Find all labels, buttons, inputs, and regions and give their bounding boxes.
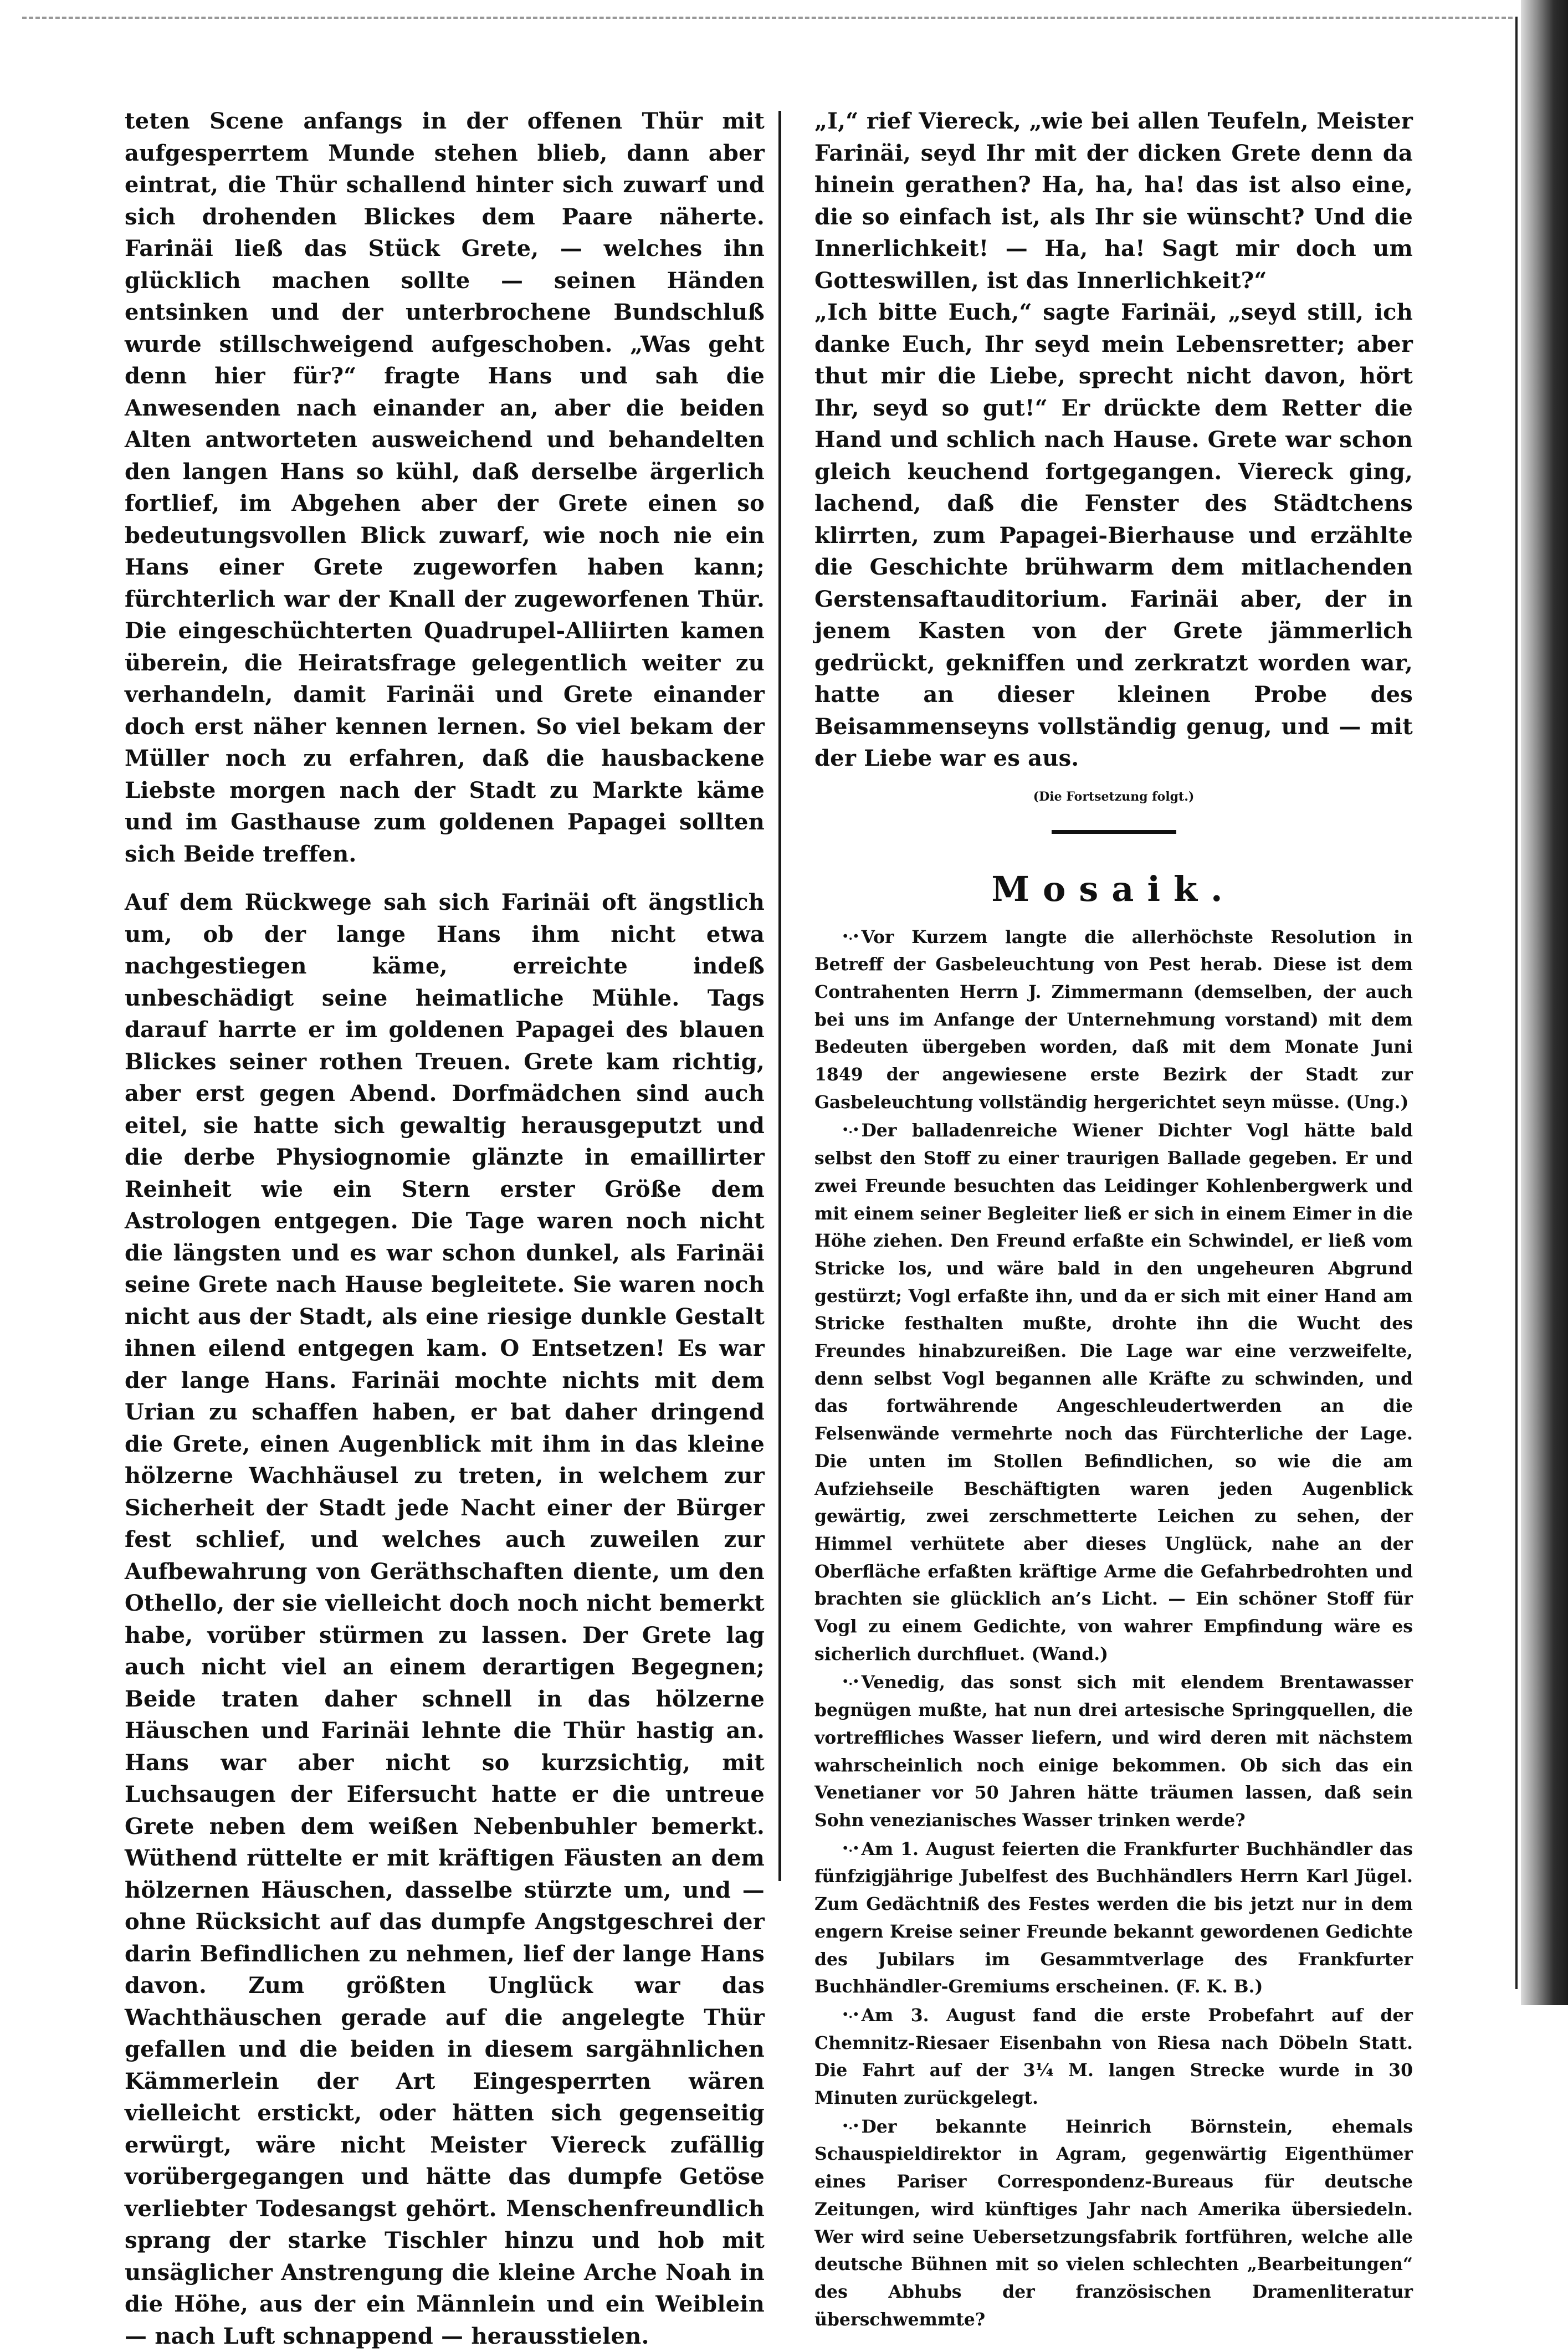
right-paragraph-1: „I,“ rief Viereck, „wie bei allen Teufeln, Meister Farinäi, seyd Ihr mit der dicken Grete denn da hinein gerathen? Ha, ha, ha! das ist also eine, die so einfach ist, als Ihr sie wünscht? Und die Innerlichkeit! — Ha, ha! Sagt mir doch um Gotteswillen, ist das Innerlichkeit?“ xyxy=(814,108,1413,294)
news-item xyxy=(814,1116,1413,1668)
news-text: Venedig, das sonst sich mit elendem Brentawasser begnügen mußte, hat nun drei artesische Springquellen, die vortreffliches Wasser liefern, und wird deren mit nächstem wahrscheinlich noch einige bekommen. Ob sich das ein Venetianer vor 50 Jahren hätte träumen lassen, daß sein Sohn venezianisches Wasser trinken werde? xyxy=(814,1672,1413,1831)
news-text: Am 1. August feierten die Frankfurter Buchhändler das fünfzigjährige Jubelfest des Buchhändlers Herrn Karl Jügel. Zum Gedächtniß des Festes werden die bis jetzt nur in dem engern Kreise seiner Freunde bekannt gewordenen Gedichte des Jubilars im Gesammtverlage des Frankfurter Buchhändler-Gremiums erscheinen. (F. K. B.) xyxy=(814,1838,1413,1997)
news-text: Vor Kurzem langte die allerhöchste Resolution in Betreff der Gasbeleuchtung von Pest herab. Diese ist dem Contrahenten Herrn J. Zimmermann (demselben, der auch bei uns im Anfange der Unternehmung vorstand) mit dem Bedeuten übergeben worden, daß mit dem Monate Juni 1849 der angewiesene erste Bezirk der Stadt zur Gasbeleuchtung vollständig hergerichtet seyn müsse. (Ung.) xyxy=(814,926,1413,1113)
news-item xyxy=(814,2112,1413,2334)
news-item xyxy=(814,923,1413,1116)
news-item xyxy=(814,1668,1413,1834)
column-divider xyxy=(778,111,781,1881)
scan-edge-line xyxy=(1515,17,1518,1989)
scan-top-rule xyxy=(22,17,1513,19)
right-column xyxy=(814,105,1413,2333)
left-column xyxy=(125,105,765,2352)
asterism-icon: ∙.∙ xyxy=(842,1674,859,1689)
news-item xyxy=(814,1835,1413,2001)
news-item xyxy=(814,2001,1413,2112)
left-paragraph-2: Auf dem Rückwege sah sich Farinäi oft ängstlich um, ob der lange Hans ihm nicht etwa nachgestiegen käme, erreichte indeß unbeschädigt seine heimatliche Mühle. Tags darauf harrte er im goldenen Papagei des blauen Blickes seiner rothen Treuen. Grete kam richtig, aber erst gegen Abend. Dorfmädchen sind auch eitel, sie hatte sich gewaltig herausgeputzt und die derbe Physiognomie glänzte in emaillirter Reinheit wie ein Stern erster Größe dem Astrologen entgegen. Die Tage waren noch nicht die längsten und es war schon dunkel, als Farinäi seine Grete nach Hause begleitete. Sie waren noch nicht aus der Stadt, als eine riesige dunkle Gestalt ihnen eilend entgegen kam. O Entsetzen! Es war der lange Hans. Farinäi mochte nichts mit dem Urian zu schaffen haben, er bat daher dringend die Grete, einen Augenblick mit ihm in das kleine hölzerne Wachhäusel zu treten, in welchem zur Sicherheit der Stadt jede Nacht einer der Bürger fest schlief, und welches auch zuweilen zur Aufbewahrung von Geräthschaften diente, um den Othello, der sie vielleicht doch noch nicht bemerkt habe, vorüber stürmen zu lassen. Der Grete lag auch nicht viel an einem derartigen Begegnen; Beide traten daher schnell in das hölzerne Häuschen und Farinäi lehnte die Thür hastig an. Hans war aber nicht so kurzsichtig, mit Luchsaugen der Eifersucht hatte er die untreue Grete neben dem weißen Nebenbuhler bemerkt. Wüthend rüttelte er mit kräftigen Fäusten an dem hölzernen Häuschen, dasselbe stürzte um, und — ohne Rücksicht auf das dumpfe Angstgeschrei der darin Befindlichen zu nehmen, lief der lange Hans davon. Zum größten Unglück war das Wachthäuschen gerade auf die angelegte Thür gefallen und die beiden in diesem sargähnlichen Kämmerlein der Art Eingesperrten wären vielleicht erstickt, oder hätten sich gegenseitig erwürgt, wäre nicht Meister Viereck zufällig vorübergegangen und hätte das dumpfe Getöse verliebter Todesangst gehört. Menschenfreundlich sprang der starke Tischler hinzu und hob mit unsäglicher Anstrengung die kleine Arche Noah in die Höhe, aus der ein Männlein und ein Weiblein — nach Luft schnappend — herausstielen. xyxy=(125,889,765,2349)
section-title-mosaik: Mosaik. xyxy=(991,868,1236,909)
left-paragraph-1: teten Scene anfangs in der offenen Thür mit aufgesperrtem Munde stehen blieb, dann aber eintrat, die Thür schallend hinter sich zuwarf und sich drohenden Blickes dem Paare näherte. Farinäi ließ das Stück Grete, — welches ihn glücklich machen sollte — seinen Händen entsinken und der unterbrochene Bundschluß wurde stillschweigend aufgeschoben. „Was geht denn hier für?“ fragte Hans und sah die Anwesenden nach einander an, aber die beiden Alten antworteten ausweichend und behandelten den langen Hans so kühl, daß derselbe ärgerlich fortlief, im Abgehen aber der Grete einen so bedeutungsvollen Blick zuwarf, wie noch nie ein Hans einer Grete zugeworfen haben kann; fürchterlich war der Knall der zugeworfenen Thür. Die eingeschüchterten Quadrupel-Alliirten kamen überein, die Heiratsfrage gelegentlich weiter zu verhandeln, damit Farinäi und Grete einander doch erst näher kennen lernen. So viel bekam der Müller noch zu erfahren, daß die hausbackene Liebste morgen nach der Stadt zu Markte käme und im Gasthause zum goldenen Papagei sollten sich Beide treffen. xyxy=(125,108,765,867)
asterism-icon: ∙.∙ xyxy=(842,1840,859,1855)
asterism-icon: ∙.∙ xyxy=(842,1122,859,1137)
asterism-icon: ∙.∙ xyxy=(842,2006,859,2021)
news-text: Der bekannte Heinrich Börnstein, ehemals Schauspieldirektor in Agram, gegenwärtig Eigenthümer eines Pariser Correspondenz-Bureaus für deutsche Zeitungen, wird künftiges Jahr nach Amerika übersiedeln. Wer wird seine Uebersetzungsfabrik fortführen, welche alle deutsche Bühnen mit so vielen schlechten „Bearbeitungen“ des Abhubs der französischen Dramenliteratur überschwemmte? xyxy=(814,2116,1413,2330)
news-text: Am 3. August fand die erste Probefahrt auf der Chemnitz-Riesaer Eisenbahn von Riesa nach Döbeln Statt. Die Fahrt auf der 3¼ M. langen Strecke wurde in 30 Minuten zurückgelegt. xyxy=(814,2005,1413,2109)
section-separator xyxy=(1052,830,1176,834)
right-paragraph-2: „Ich bitte Euch,“ sagte Farinäi, „seyd still, ich danke Euch, Ihr seyd mein Lebensretter; aber thut mir die Liebe, sprecht nicht davon, hört Ihr, seyd so gut!“ Er drückte dem Retter die Hand und schlich nach Hause. Grete war schon gleich keuchend fortgegangen. Viereck ging, lachend, daß die Fenster des Städtchens klirrten, zum Papagei-Bierhause und erzählte die Geschichte brühwarm dem mitlachenden Gerstensaftauditorium. Farinäi aber, der in jenem Kasten von der Grete jämmerlich gedrückt, gekniffen und zerkratzt worden war, hatte an dieser kleinen Probe des Beisammenseyns vollständig genug, und — mit der Liebe war es aus. xyxy=(814,299,1413,771)
continuation-note: (Die Fortsetzung folgt.) xyxy=(1033,789,1195,804)
asterism-icon: ∙.∙ xyxy=(842,2118,859,2133)
scan-page-edge xyxy=(1521,0,1568,2005)
asterism-icon: ∙.∙ xyxy=(842,928,859,943)
news-text: Der balladenreiche Wiener Dichter Vogl hätte bald selbst den Stoff zu einer traurigen Ballade gegeben. Er und zwei Freunde besuchten das Leidinger Kohlenbergwerk und mit einem seiner Begleiter ließ er sich in einem Eimer in die Höhe ziehen. Den Freund erfaßte ein Schwindel, er ließ vom Stricke los, und wäre bald in den ungeheuren Abgrund gestürzt; Vogl erfaßte ihn, und da er sich mit einer Hand am Stricke festhalten mußte, drohte ihn die Wucht des Freundes hinabzureißen. Die Lage war eine verzweifelte, denn selbst Vogl begannen alle Kräfte zu schwinden, und das fortwährende Angeschleudertwerden an die Felsenwände vermehrte noch das Fürchterliche der Lage. Die unten im Stollen Befindlichen, so wie die am Aufziehseile Beschäftigten waren jeden Augenblick gewärtig, zwei zerschmetterte Leichen zu sehen, der Himmel verhütete aber dieses Unglück, nahe an der Oberfläche erfaßten kräftige Arme die Gefahrbedrohten und brachten sie glücklich an’s Licht. — Ein schöner Stoff für Vogl zu einem Gedichte, von wahrer Empfindung wäre es sicherlich durchfluet. (Wand.) xyxy=(814,1120,1413,1664)
